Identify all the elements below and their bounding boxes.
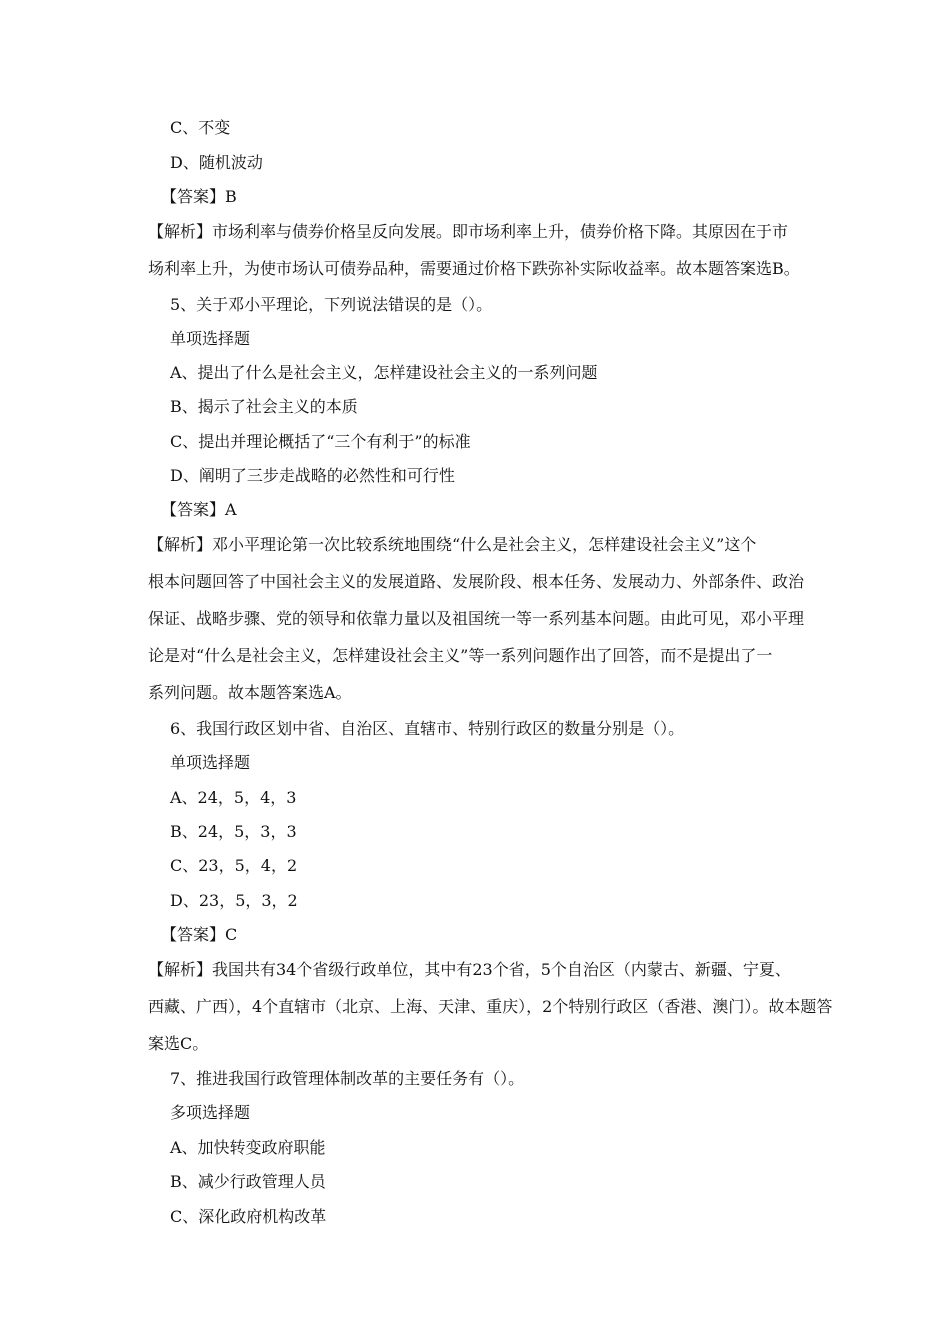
question-type: 单项选择题 xyxy=(170,753,251,772)
answer: 【答案】A xyxy=(161,500,237,519)
option-c: C、23，5，4，2 xyxy=(170,856,298,875)
option-c: C、不变 xyxy=(170,118,231,137)
question-5: 5、关于邓小平理论，下列说法错误的是（）。 xyxy=(170,295,493,314)
option-d: D、随机波动 xyxy=(170,153,263,172)
question-type: 多项选择题 xyxy=(170,1103,251,1122)
question-type: 单项选择题 xyxy=(170,329,251,348)
option-a: A、24，5，4，3 xyxy=(170,788,297,807)
option-c: C、提出并理论概括了“三个有利于”的标准 xyxy=(170,432,471,451)
analysis-line: 西藏、广西），4个直辖市（北京、上海、天津、重庆），2个特别行政区（香港、澳门）。故本题答 xyxy=(148,997,833,1016)
question-7: 7、推进我国行政管理体制改革的主要任务有（）。 xyxy=(170,1069,525,1088)
analysis-line: 【解析】市场利率与债券价格呈反向发展。即市场利率上升，债券价格下降。其原因在于市 xyxy=(148,222,789,241)
analysis-line: 【解析】邓小平理论第一次比较系统地围绕“什么是社会主义，怎样建设社会主义”这个 xyxy=(148,535,757,554)
option-c: C、深化政府机构改革 xyxy=(170,1207,327,1226)
option-a: A、提出了什么是社会主义，怎样建设社会主义的一系列问题 xyxy=(170,363,598,382)
analysis-line: 保证、战略步骤、党的领导和依靠力量以及祖国统一等一系列基本问题。由此可见，邓小平理 xyxy=(148,609,805,628)
option-d: D、23，5，3，2 xyxy=(170,891,298,910)
answer: 【答案】B xyxy=(161,187,237,206)
question-6: 6、我国行政区划中省、自治区、直辖市、特别行政区的数量分别是（）。 xyxy=(170,719,685,738)
analysis-line: 系列问题。故本题答案选A。 xyxy=(148,683,352,702)
analysis-line: 论是对“什么是社会主义，怎样建设社会主义”等一系列问题作出了回答，而不是提出了一 xyxy=(148,646,773,665)
answer: 【答案】C xyxy=(161,925,238,944)
analysis-line: 场利率上升，为使市场认可债券品种，需要通过价格下跌弥补实际收益率。故本题答案选B。 xyxy=(148,259,800,278)
analysis-line: 案选C。 xyxy=(148,1034,209,1053)
analysis-line: 根本问题回答了中国社会主义的发展道路、发展阶段、根本任务、发展动力、外部条件、政治 xyxy=(148,572,805,591)
option-b: B、揭示了社会主义的本质 xyxy=(170,397,358,416)
option-a: A、加快转变政府职能 xyxy=(170,1138,326,1157)
option-d: D、阐明了三步走战略的必然性和可行性 xyxy=(170,466,455,485)
option-b: B、24，5，3，3 xyxy=(170,822,297,841)
analysis-line: 【解析】我国共有34个省级行政单位，其中有23个省，5个自治区（内蒙古、新疆、宁夏、 xyxy=(148,960,791,979)
option-b: B、减少行政管理人员 xyxy=(170,1172,326,1191)
